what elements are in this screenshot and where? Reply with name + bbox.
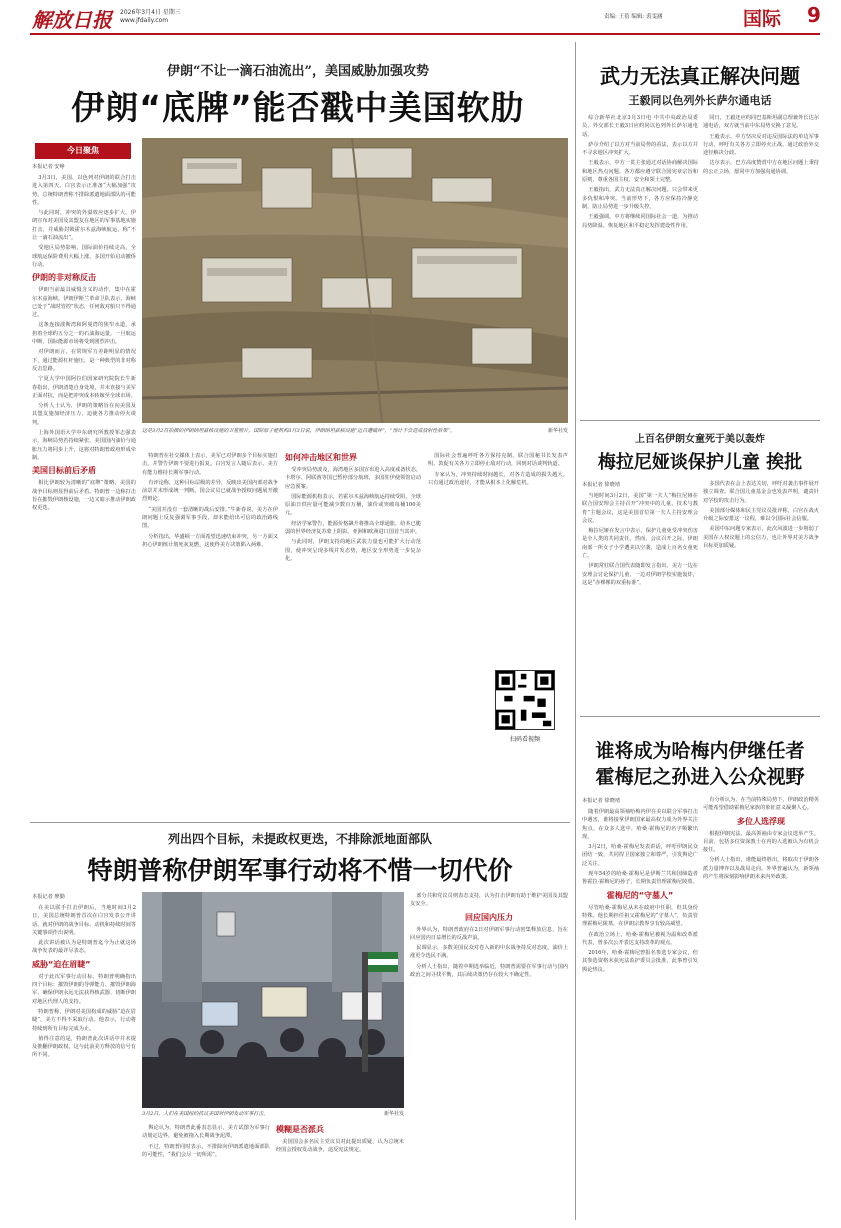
story4-byline: 本报记者 徐晓靖 xyxy=(582,798,620,804)
website-url: www.jfdaily.com xyxy=(120,17,169,24)
story4-subhead-1: 霍梅尼的“守墓人” xyxy=(606,890,674,900)
paragraph: 相比伊朗较为清晰的“底牌”策略，美国的战争目标则显得前后矛盾。特朗普一边称打击旨在摧毁伊朗核设施，一边又暗示推动伊朗政权更迭。 xyxy=(32,480,136,512)
paragraph: 受冲突局势波及，海湾地区多国宣布进入高度戒备状态。卡塔尔、阿联酋等国已暂停部分航班，多国驻伊使领馆启动应急预案。 xyxy=(285,467,421,490)
story5-column-3 xyxy=(276,1124,404,1219)
divider-line xyxy=(580,716,820,717)
paragraph: 美国中东问题专家表示，此次风波进一步削弱了美国在人权议题上的公信力，也让外界对美方战争目标更加质疑。 xyxy=(703,526,819,550)
paragraph: 经济学家警告，能源价格飙升将推高全球通胀，给本已脆弱的世界经济复苏蒙上阴影。亚洲和欧洲进口国首当其冲。 xyxy=(285,520,421,536)
protest-photo xyxy=(142,892,404,1108)
story2-column-2 xyxy=(703,114,819,414)
story4-subhead-2: 多位人选浮现 xyxy=(737,816,785,826)
paragraph: 3月2日，哈桑·霍梅尼发表讲话，呼吁伊朗民众团结一致，共同捍卫国家独立和尊严，引发舆论广泛关注。 xyxy=(582,844,698,867)
paragraph: 分析人士指出，随着中期选举临近，特朗普需要在军事行动与国内政治之间寻找平衡，其后续决策仍存在较大不确定性。 xyxy=(410,963,568,979)
story1-subhead-2: 美国目标前后矛盾 xyxy=(32,466,96,476)
paragraph: 有分析认为，在当前特殊局势下，伊朗政治精英可能希望借助霍梅尼家族的象征意义凝聚人心。 xyxy=(703,797,819,812)
story2-column-1 xyxy=(582,114,698,414)
story1-column-4 xyxy=(428,452,568,652)
story3-headline: 梅拉尼娅谈保护儿童 挨批 xyxy=(597,452,803,473)
divider-line xyxy=(30,822,570,823)
story1-byline: 本报记者 安峥 xyxy=(32,164,65,170)
story1-column-1 xyxy=(32,162,136,817)
paragraph: 对于此次军事行动目标，特朗普明确指出四个目标：摧毁伊朗的导弹能力、摧毁伊朗海军、确保伊朗永远无法获得核武器、切断伊朗对地区代理人的支持。 xyxy=(32,973,136,1005)
paragraph: 部分共和党议员则表态支持，认为打击伊朗有助于维护美国及其盟友安全。 xyxy=(410,893,568,908)
story5-headline: 特朗普称伊朗军事行动将不惜一切代价 xyxy=(87,856,513,885)
paragraph: 尽管哈桑·霍梅尼从未在政府中任职，但其身份特殊。他长期担任祖父霍梅尼的“守墓人”，负责管理霍梅尼陵墓，在伊朗宗教界享有较高威望。 xyxy=(582,904,698,928)
divider-line xyxy=(580,420,820,421)
paragraph: 在美以联手打击伊朗后，当地时间3月2日，美国总统特朗普首次在白宫发表公开讲话，就对伊朗的战争目标、动机和持续时间等关键事项作出说明。 xyxy=(32,905,136,936)
paragraph: 随着伊朗最高领袖哈梅内伊在美以联合军事打击中遇害，谁将接掌伊朗国家最高权力成为外界关注焦点。在众多人选中，哈桑·霍梅尼的名字频繁出现。 xyxy=(582,809,698,840)
story4-headline-line2: 霍梅尼之孙进入公众视野 xyxy=(595,766,805,788)
paragraph: 分析人士认为，伊朗的策略旨在向美国及其盟友施加经济压力，迫使各方推动停火谈判。 xyxy=(32,403,136,426)
story5-column-1 xyxy=(32,892,136,1217)
section-name: 国际 xyxy=(743,8,782,30)
story4-headline-line1: 谁将成为哈梅内伊继任者 xyxy=(595,740,805,762)
satellite-photo xyxy=(142,138,568,423)
editor-credits: 责编: 王蓓 编辑: 裘雯涵 xyxy=(604,14,663,20)
story1-subhead-3: 如何冲击地区和世界 xyxy=(285,453,357,462)
paragraph: 对伊朗而言，在常规军力差距明显的情况下，通过能源杠杆施压，是一种典型的非对称反击思路。 xyxy=(32,349,136,372)
paragraph: 萨尔介绍了以方对当前局势的看法，表示以方并不寻求地区冲突扩大。 xyxy=(582,141,698,157)
masthead-rule xyxy=(30,33,820,35)
paragraph: 外界认为，特朗普政府在2日对伊朗军事行动密集释放信息，旨在回应国内日益增长的反战声浪。 xyxy=(410,926,568,941)
paragraph: 美国国会多名民主党议员对此提出质疑，认为总统未经国会授权发动战争，违反宪法规定。 xyxy=(276,1139,404,1154)
story1-column-3 xyxy=(285,452,421,817)
paragraph: 综合新华社北京3月3日电 中共中央政治局委员、外交部长王毅3日应约同以色列外长萨尔通电话。 xyxy=(582,115,698,138)
story5-byline: 本报记者 廖勤 xyxy=(32,894,65,900)
qr-code-label: 扫码看视频 xyxy=(509,736,540,743)
paragraph: 这条连接波斯湾和阿曼湾的狭窄水道，承担着全球约五分之一的石油海运量。一旦航运中断，国际能源市场将受到剧烈冲击。 xyxy=(32,322,136,346)
paragraph: 现年54岁的哈桑·霍梅尼是伊斯兰共和国缔造者鲁霍拉·霍梅尼的孙子，长期负责管理霍梅尼陵墓。 xyxy=(582,871,698,886)
paragraph: 伊朗常驻联合国代表随即发言指出，美方一边在安理会讨论保护儿童，一边对伊朗学校实施轰炸，这是“赤裸裸的双重标准”。 xyxy=(582,563,698,586)
paragraph: 分析指出，华盛顿一方面希望迅速结束冲突，另一方面又担心伊朗核计划死灰复燃，这使得美方决策陷入两难。 xyxy=(142,533,278,548)
today-focus-label: 今日聚焦 xyxy=(35,143,131,159)
paragraph: “美国并没有一套清晰的战后安排。”牛新春说，美方在伊朗问题上反复强调军事手段，却未能给出可信的政治路线图。 xyxy=(142,506,278,530)
caption-text: 这是3月2日拍摄的伊朗纳坦兹核设施的卫星照片。国际原子能机构3月3日说，伊朗纳坦兹核设施“近日遭破坏”，“预计不会造成放射性后果”。 xyxy=(142,428,455,434)
story5-column-2 xyxy=(142,1124,270,1219)
paragraph: 王毅表示，中方一贯主张通过对话协商解决国际和地区热点问题。各方都应遵守联合国宪章宗旨和原则，尊重各国主权、安全和领土完整。 xyxy=(582,160,698,184)
paragraph: 特朗普在社交媒体上表示，美军已对伊朗多个目标实施打击，并警告伊朗不要进行报复。白宫发言人随后表示，美方有能力维持长期军事行动。 xyxy=(142,453,278,476)
paragraph: 同日，王毅还应约同巴基斯坦副总理兼外长达尔通电话，双方就当前中东局势交换了意见。 xyxy=(703,115,819,130)
satellite-photo-caption xyxy=(142,428,568,436)
paragraph: 伊朗当前最具威慑含义的动作，集中在霍尔木兹海峡。伊朗伊斯兰革命卫队表示，海峡已处于“战时管控”状态，任何敌对船只不得通过。 xyxy=(32,287,136,319)
paragraph: 国际社会普遍呼吁各方保持克制。联合国秘书长发表声明，敦促有关各方立即停止敌对行动，回到对话谈判轨道。 xyxy=(428,453,568,468)
paragraph: 国际能源机构表示，若霍尔木兹海峡航运持续受阻，全球原油日供应量可能减少数百万桶，油价或突破每桶100美元。 xyxy=(285,493,421,517)
story2-headline: 武力无法真正解决问题 xyxy=(600,64,800,88)
story4-column-1 xyxy=(582,796,698,1218)
story5-subhead-1: 威胁“迫在眉睫” xyxy=(32,959,91,969)
story3-column-1 xyxy=(582,480,698,710)
caption-text: 3月2日，人们在美国纽约抗议美国对伊朗发动军事打击。 xyxy=(142,1111,269,1117)
paragraph: 当地时间3月2日，美国“第一夫人”梅拉尼娅在联合国安理会主持召开“冲突中的儿童、技术与教育”主题会议，这是美国首位第一夫人主持安理会会议。 xyxy=(582,493,698,524)
paragraph: 梅拉尼娅在发言中表示，保护儿童免受冲突伤害是全人类的共同责任。然而，会议召开之际，伊朗南部一所女子小学遭美以空袭，造成上百名女童死亡。 xyxy=(582,528,698,560)
column-divider xyxy=(575,42,576,1220)
story1-column-2 xyxy=(142,452,278,817)
paragraph: 宁夏大学中国阿拉伯国家研究院院长牛新春指出，伊朗清楚自身处境，并未直接与美军正面对抗，而是把冲突成本转嫁至全球市场。 xyxy=(32,376,136,399)
paragraph: 专家认为，冲突持续时间越长，对各方造成的损失越大。只有通过政治途径，才能从根本上化解危机。 xyxy=(428,471,568,486)
paragraph: 民调显示，多数美国民众对卷入新的中东战争持反对态度，油价上涨更令选民不满。 xyxy=(410,945,568,960)
story5-kicker: 列出四个目标，未提政权更迭，不排除派地面部队 xyxy=(167,832,432,846)
story2-deck: 王毅同以色列外长萨尔通电话 xyxy=(628,94,772,107)
issue-date: 2026年3月4日 星期三 xyxy=(120,9,181,16)
paragraph: 舆论认为，特朗普此番表态显示，美方试图为军事行动划定边界，避免被拖入长期战争泥潭。 xyxy=(142,1125,270,1140)
qr-code-icon xyxy=(496,671,554,729)
paragraph: 上海外国语大学中东研究所教授邹志强表示，海峡局势若持续紧张，美国国内油价与通胀压力将同步上升，这将对特朗普政府形成牵制。 xyxy=(32,430,136,461)
paragraph: 与此同时，冲突的外溢效应逐步扩大。伊朗宣布对美国及其盟友在地区的军事基地实施打击，并威胁封锁霍尔木兹海峡航运，称“不让一滴石油流出”。 xyxy=(32,210,136,242)
newspaper-logo: 解放日报 xyxy=(32,8,112,32)
paragraph: 王毅强调，中方将继续同国际社会一道，为推动局势降温、恢复地区和平稳定发挥建设性作用。 xyxy=(582,214,698,229)
story1-headline: 伊朗“底牌”能否戳中美国软肋 xyxy=(71,88,525,127)
story5-column-4 xyxy=(410,892,568,1217)
qr-code[interactable] xyxy=(495,670,555,730)
photo-credit: 新华社发 xyxy=(383,1111,404,1117)
story1-kicker: 伊朗“不让一滴石油流出”，美国威胁加强攻势 xyxy=(167,64,429,79)
paragraph: 3月3日，美国、以色列对伊朗的联合打击进入第四天。白宫表示正准备“大幅加强”攻势，总统特朗普称不排除派遣地面部队的可能性。 xyxy=(32,175,136,206)
story1-subhead-1: 伊朗的非对称反击 xyxy=(32,273,96,283)
paragraph: 不过，特朗普同时表示，不排除向伊朗派遣地面部队的可能性，“我们会尽一切所需”。 xyxy=(142,1143,270,1158)
story4-column-2 xyxy=(703,796,819,1218)
masthead xyxy=(0,0,841,34)
story5-subhead-3: 回应国内压力 xyxy=(465,912,513,922)
paragraph: 此次讲话被认为是特朗普迄今为止就这场战争发表的最详尽表态。 xyxy=(32,940,136,955)
paragraph: 分析人士指出，谁能最终胜出，将取决于伊朗各派力量博弈以及战局走向。外界普遍认为，新领袖的产生将深刻影响伊朗未来内外政策。 xyxy=(703,857,819,881)
paragraph: 在政治立场上，哈桑·霍梅尼被视为温和改革派代表，曾多次公开表达支持改革的观点。 xyxy=(582,931,698,946)
paragraph: 王毅表示，中方坚决反对违反国际法的单边军事行动，呼吁有关各方立即停火止战，通过政治外交途径解决分歧。 xyxy=(703,133,819,157)
paragraph: 有评论称，这种目标层级的差异，反映出美国内部对战争前景并未形成统一判断。国会议员已就战争授权问题展开激烈辩论。 xyxy=(142,479,278,503)
paragraph: 根据伊朗宪法，最高领袖由专家会议选举产生。目前，包括多位资深教士在内的人选被认为有机会接任。 xyxy=(703,830,819,854)
paragraph: 多国代表在会上表达关切，呼吁对袭击事件展开独立调查。联合国儿童基金会也发表声明，谴责针对学校的攻击行为。 xyxy=(703,481,819,504)
paragraph: 与此同时，伊朗支持的地区武装力量也可能扩大行动范围，使冲突呈现多线并发态势，地区安全形势进一步复杂化。 xyxy=(285,539,421,562)
story3-byline: 本报记者 徐晓靖 xyxy=(582,482,620,488)
paragraph: 达尔表示，巴方高度赞赏中方在地区问题上秉持的公正立场，愿同中方加强沟通协调。 xyxy=(703,160,819,175)
story3-kicker: 上百名伊朗女童死于美以轰炸 xyxy=(635,434,765,445)
paragraph: 美国部分媒体和民主党议员批评称，白宫在战火升级之际安排这一议程，难以令国际社会信服。 xyxy=(703,507,819,523)
page-number: 9 xyxy=(807,3,821,27)
paragraph: 受地区局势影响，国际油价持续走高，全球航运保险费用大幅上涨，多国开始启动撤侨行动。 xyxy=(32,245,136,268)
paragraph: 王毅指出，武力无法真正解决问题，只会带来更多仇恨和冲突。当前形势下，各方应保持冷静克制，防止局势进一步升级失控。 xyxy=(582,187,698,210)
story3-column-2 xyxy=(703,480,819,710)
paragraph: 2016年，哈桑·霍梅尼曾报名参选专家会议，但其参选资格未获宪法监护委员会批准，此事曾引发舆论热议。 xyxy=(582,950,698,973)
photo-credit: 新华社发 xyxy=(547,428,568,434)
protest-photo-caption xyxy=(142,1111,404,1119)
paragraph: 特朗普称，伊朗对美国构成的威胁“迫在眉睫”，美方不得不采取行动。他表示，行动将持续到所有目标完成为止。 xyxy=(32,1008,136,1032)
story5-subhead-2: 模糊是否派兵 xyxy=(276,1125,324,1134)
paragraph: 值得注意的是，特朗普此次讲话中并未提及推翻伊朗政权，这与此前美方释放的信号有所不同。 xyxy=(32,1035,136,1059)
